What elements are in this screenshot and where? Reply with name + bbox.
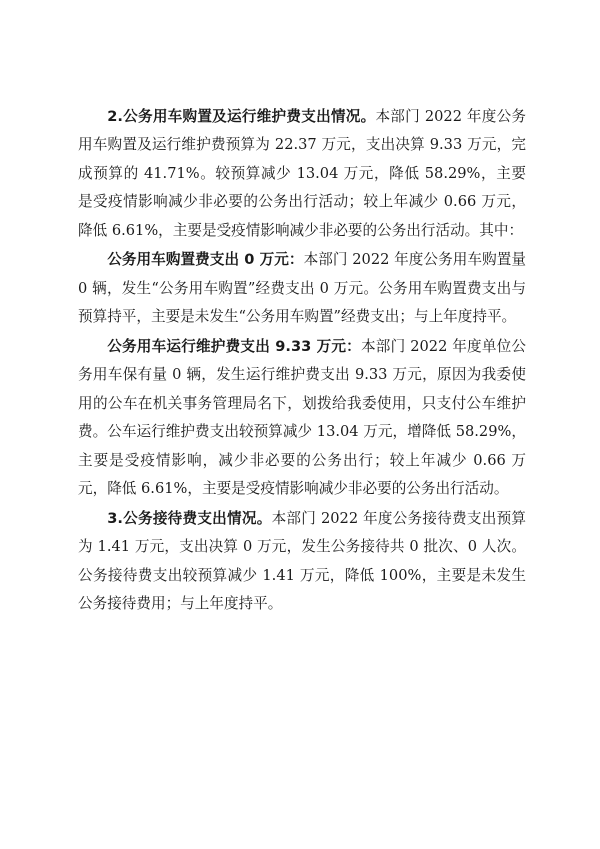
paragraph-vehicle-maintenance	[78, 333, 526, 503]
paragraph-reception	[78, 505, 526, 619]
subheading-vehicle-maintenance: 公务用车运行维护费支出 9.33 万元：	[107, 338, 361, 356]
paragraph-text: 本部门 2022 年度公务用车购置及运行维护费预算为 22.37 万元，支出决算 9.33 万元，完成预算的 41.71%。较预算减少 13.04 万元，降低 58.29%，主要是受疫情影响减少非必要的公务出行活动；较上年减少 0.66 万元，降低 6.61%，主要是受疫情影响减少非必要的公务出行活动。其中：	[78, 108, 527, 239]
paragraph-text: 本部门 2022 年度单位公务用车保有量 0 辆，发生运行维护费支出 9.33 万元，原因为我委使用的公车在机关事务管理局名下，划拨给我委使用，只支付公车维护费。公车运行维护费支出较预算减少 13.04 万元，增降低 58.29%，主要是受疫情影响，减少非必要的公务出行；较上年减少 0.66 万元，降低 6.61%，主要是受疫情影响减少非必要的公务出行活动。	[78, 338, 527, 498]
paragraph-text: 本部门 2022 年度公务用车购置量 0 辆，发生“公务用车购置”经费支出 0 万元。公务用车购置费支出与预算持平，主要是未发生“公务用车购置”经费支出；与上年度持平。	[78, 251, 526, 326]
document-page	[78, 103, 526, 618]
subheading-vehicle-purchase: 公务用车购置费支出 0 万元：	[107, 251, 304, 269]
paragraph-vehicle-purchase	[78, 246, 526, 331]
paragraph-vehicle-overview	[78, 103, 526, 245]
paragraph-text: 本部门 2022 年度公务接待费支出预算为 1.41 万元，支出决算 0 万元，发生公务接待共 0 批次、0 人次。公务接待费支出较预算减少 1.41 万元，降低 100%，主要是未发生公务接待费用；与上年度持平。	[78, 509, 527, 613]
section-heading-reception-expenses: 3.公务接待费支出情况。	[107, 509, 272, 527]
section-heading-vehicle-expenses: 2.公务用车购置及运行维护费支出情况。	[107, 108, 376, 125]
